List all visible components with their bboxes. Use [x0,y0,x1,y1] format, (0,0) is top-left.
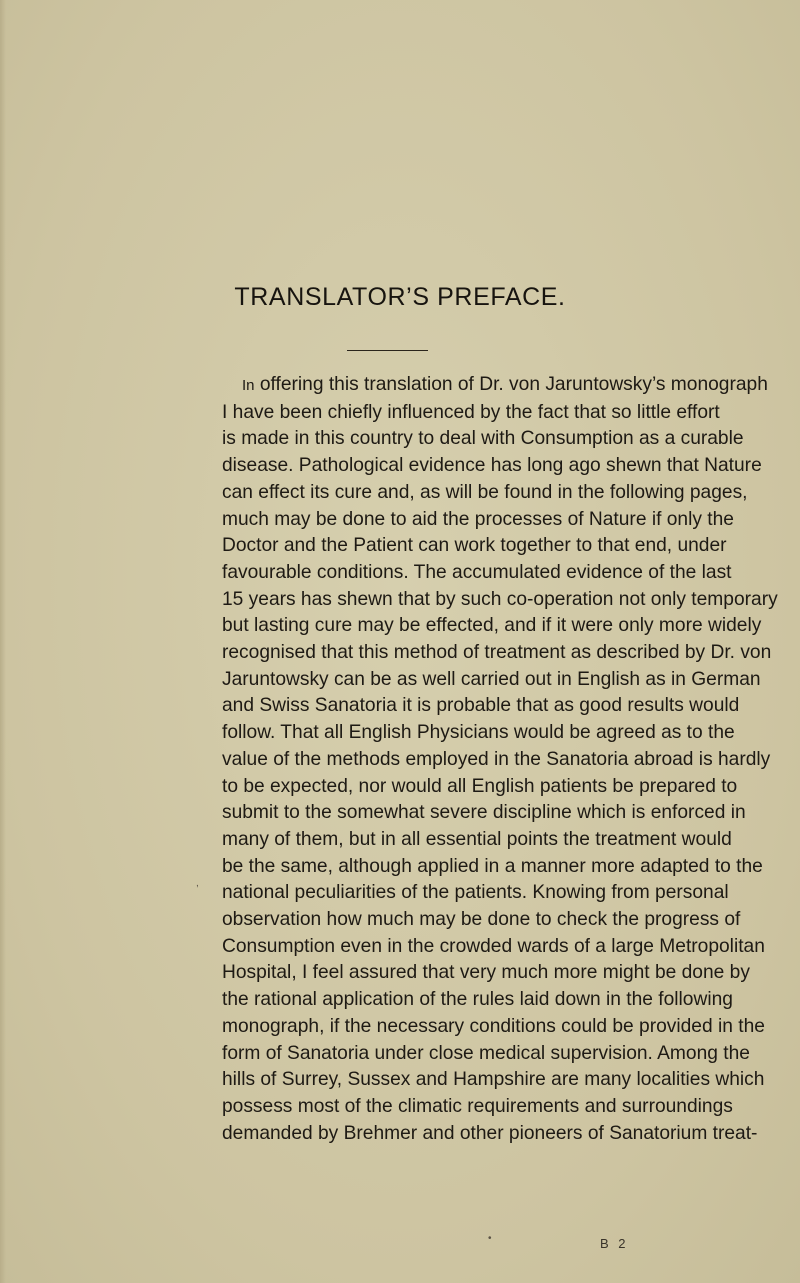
text-line: disease. Pathological evidence has long ago shewn that Nature [222,455,762,477]
text-line: I have been chiefly influenced by the fact that so little effort [222,401,720,423]
preface-text [222,372,778,1147]
text-line: recognised that this method of treatment as described by Dr. von [222,642,772,664]
page-title: TRANSLATOR’S PREFACE. [234,283,566,311]
ink-speck: , [196,878,199,889]
text-line: is made in this country to deal with Consumption as a curable [222,428,744,450]
text-line: monograph, if the necessary conditions could be provided in the [222,1015,765,1037]
page-edge-shadow [0,0,6,1283]
ink-speck: • [488,1233,492,1244]
text-line: be the same, although applied in a manner more adapted to the [222,855,763,877]
text-line: Jaruntowsky can be as well carried out in English as in German [222,668,761,690]
text-line: observation how much may be done to check the progress of [222,909,741,931]
text-line: demanded by Brehmer and other pioneers of Sanatorium treat- [222,1122,758,1144]
text-line: Doctor and the Patient can work together to that end, under [222,535,727,557]
text-line: many of them, but in all essential points the treatment would [222,828,732,850]
text-line: possess most of the climatic requirements and surroundings [222,1095,733,1117]
signature-mark: B 2 [600,1236,629,1251]
text-line: form of Sanatoria under close medical supervision. Among the [222,1042,750,1064]
text-line: submit to the somewhat severe discipline which is enforced in [222,802,746,824]
text-line: to be expected, nor would all English patients be prepared to [222,775,738,797]
text-line: favourable conditions. The accumulated evidence of the last [222,561,732,583]
first-line-text: offering this translation of Dr. von Jaruntowsky’s monograph [254,374,768,395]
text-line: national peculiarities of the patients. Knowing from personal [222,882,729,904]
text-line: Hospital, I feel assured that very much more might be done by [222,962,750,984]
text-line: Consumption even in the crowded wards of a large Metropolitan [222,935,765,957]
text-line: the rational application of the rules laid down in the following [222,989,733,1011]
text-line: 15 years has shewn that by such co-operation not only temporary [222,588,778,610]
text-line: and Swiss Sanatoria it is probable that as good results would [222,695,740,717]
text-line: much may be done to aid the processes of Nature if only the [222,508,734,530]
text-line: hills of Surrey, Sussex and Hampshire are many localities which [222,1069,765,1091]
text-line: can effect its cure and, as will be found in the following pages, [222,481,748,503]
text-line: value of the methods employed in the Sanatoria abroad is hardly [222,748,771,770]
text-line: but lasting cure may be effected, and if it were only more widely [222,615,762,637]
drop-word: In [242,377,255,394]
title-rule [347,350,428,351]
text-line: follow. That all English Physicians would be agreed as to the [222,722,735,744]
text-line [222,372,768,400]
